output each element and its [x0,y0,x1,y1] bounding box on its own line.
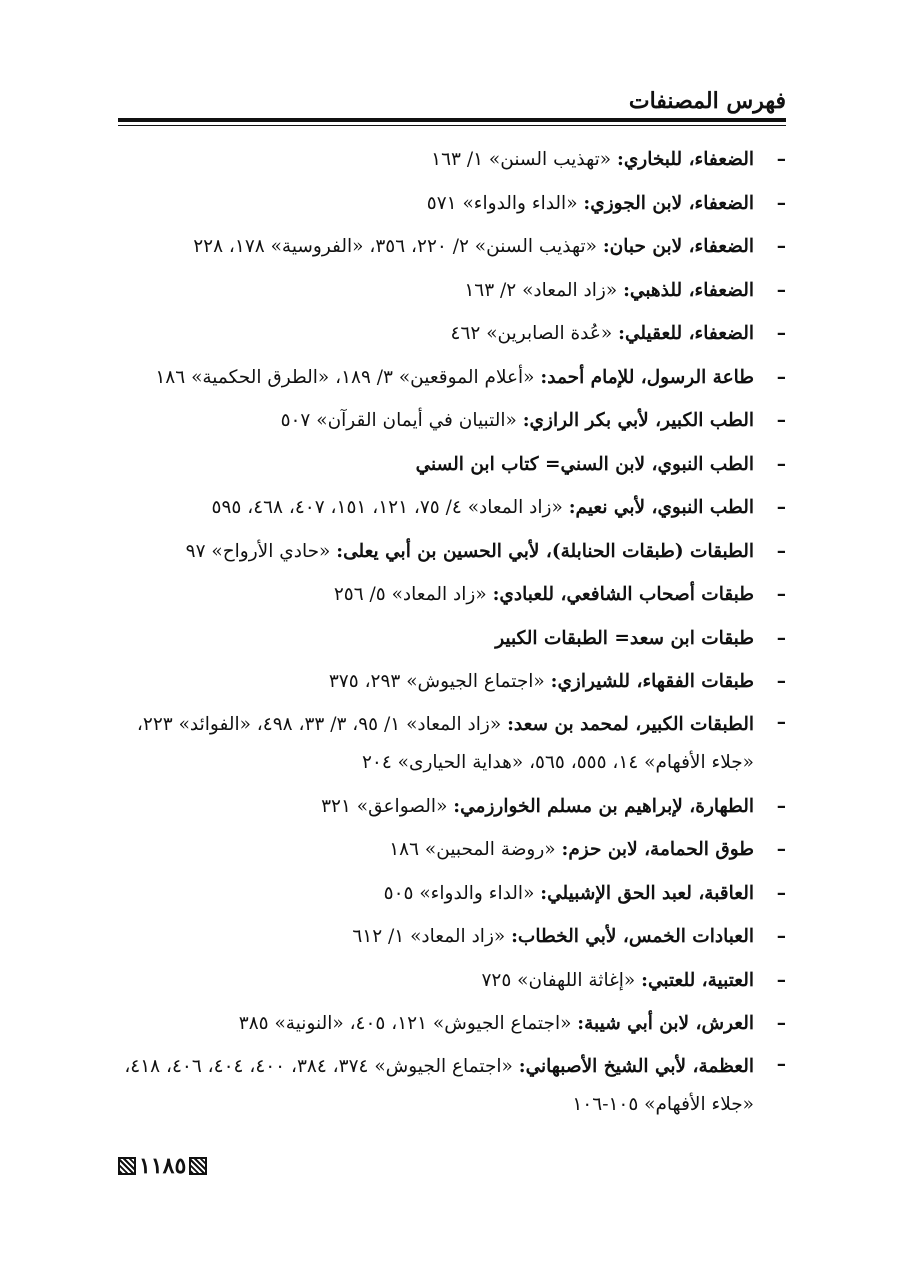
index-entry [118,225,786,269]
index-entry [118,138,786,182]
entry-title: الطب الكبير، لأبي بكر الرازي: [522,410,754,431]
entry-refs: «اجتماع الجيوش» ٢٩٣، ٣٧٥ [328,671,545,692]
index-entry [118,828,786,872]
entry-refs: «الداء والدواء» ٥٧١ [426,192,578,214]
index-entry [118,617,786,661]
index-entry [118,915,786,959]
page-number: ١١٨٥ [139,1153,187,1179]
entry-title: العظمة، لأبي الشيخ الأصبهاني: [518,1055,754,1077]
entry-refs: «تهذيب السنن» ٢/ ٢٢٠، ٣٥٦، «الفروسية» ١٧٨، ٢٢٨ [193,236,597,257]
index-entry [118,1046,786,1127]
index-entry [118,312,786,356]
entry-title: الطبقات الكبير، لمحمد بن سعد: [507,713,754,735]
entry-dash: – [776,627,786,649]
entry-title: الضعفاء، للعقيلي: [618,323,754,344]
entry-dash: – [776,795,786,817]
entry-refs: «زاد المعاد» ٥/ ٢٥٦ [333,584,487,605]
entry-dash: – [776,323,786,344]
entry-refs: «أعلام الموقعين» ٣/ ١٨٩، «الطرق الحكمية» ١٨٦ [155,366,535,388]
ornament-left-icon [118,1157,136,1175]
index-page [118,0,786,1272]
entry-refs: «زاد المعاد» ١/ ٦١٢ [352,926,506,947]
ornament-right-icon [189,1157,207,1175]
entry-title: العبادات الخمس، لأبي الخطاب: [511,926,754,947]
index-entry [118,573,786,617]
entry-dash: – [776,711,786,733]
entry-title: طبقات الفقهاء، للشيرازي: [550,671,754,692]
index-entry [118,530,786,574]
entry-refs: «زاد المعاد» ٤/ ٧٥، ١٢١، ١٥١، ٤٠٧، ٤٦٨، ٥٩٥ [211,497,563,518]
entry-dash: – [776,192,786,214]
entry-dash: – [776,236,786,257]
entry-refs: «حادي الأرواح» ٩٧ [185,540,331,562]
header-rule-thick [118,118,786,122]
entry-title: الطب النبوي، لأبي نعيم: [568,497,754,518]
index-entry [118,356,786,400]
entry-title: الطهارة، لإبراهيم بن مسلم الخوارزمي: [453,795,754,817]
entry-dash: – [776,366,786,388]
entry-dash: – [776,540,786,562]
entry-title: الضعفاء، للبخاري: [616,149,754,170]
entry-title: الضعفاء، للذهبي: [623,279,754,301]
entry-dash: – [776,671,786,692]
index-entry [118,1002,786,1046]
entry-refs: «روضة المحبين» ١٨٦ [389,839,556,860]
entry-title: الطب النبوي، لابن السني= كتاب ابن السني [415,453,754,475]
entry-title: العرش، لابن أبي شيبة: [577,1013,754,1034]
entry-title: العاقبة، لعبد الحق الإشبيلي: [540,882,754,904]
index-entry [118,660,786,704]
entry-title: طبقات ابن سعد= الطبقات الكبير [495,627,754,649]
index-entry [118,182,786,226]
entry-dash: – [776,584,786,605]
entry-dash: – [776,839,786,860]
header-rule-thin [118,125,786,126]
entry-dash: – [776,149,786,170]
entry-dash: – [776,453,786,475]
entry-dash: – [776,1013,786,1034]
entry-dash: – [776,882,786,904]
entry-dash: – [776,279,786,301]
entry-dash: – [776,410,786,431]
entry-refs: «زاد المعاد» ٢/ ١٦٣ [464,279,618,301]
index-entry [118,486,786,530]
index-entry [118,704,786,785]
entry-refs: «اجتماع الجيوش» ١٢١، ٤٠٥، «النونية» ٣٨٥ [238,1013,572,1034]
entry-dash: – [776,969,786,991]
entry-title: طاعة الرسول، للإمام أحمد: [540,366,754,388]
page-footer [118,1152,207,1180]
index-entry [118,399,786,443]
entry-title: طبقات أصحاب الشافعي، للعبادي: [492,584,754,605]
index-entry [118,959,786,1003]
entry-title: الضعفاء، لابن الجوزي: [583,192,754,214]
entry-refs: «إغاثة اللهفان» ٧٢٥ [481,969,636,991]
entry-refs: «تهذيب السنن» ١/ ١٦٣ [431,149,612,170]
entry-refs: «عُدة الصابرين» ٤٦٢ [450,323,613,344]
entry-title: الطبقات (طبقات الحنابلة)، لأبي الحسين بن أبي يعلى: [336,540,754,562]
entry-title: العتبية، للعتبي: [641,969,754,991]
entry-dash: – [776,497,786,518]
page-header-title: فهرس المصنفات [628,88,786,114]
entry-dash: – [776,1053,786,1075]
entry-title: الضعفاء، لابن حبان: [602,236,754,257]
entry-title: طوق الحمامة، لابن حزم: [561,839,754,860]
entry-dash: – [776,926,786,947]
entry-refs: «اجتماع الجيوش» ٣٧٤، ٣٨٤، ٤٠٠، ٤٠٤، ٤٠٦، ٤١٨، «جلاء الأفهام» ١٠٥-١٠٦ [124,1055,754,1115]
entry-refs: «زاد المعاد» ١/ ٩٥، ٣/ ٣٣، ٤٩٨، «الفوائد» ٢٢٣، «جلاء الأفهام» ١٤، ٥٥٥، ٥٦٥، «هداية الحيارى» ٢٠٤ [136,713,754,773]
index-entry [118,443,786,487]
index-entry [118,785,786,829]
entry-refs: «الداء والدواء» ٥٠٥ [383,882,535,904]
index-entry [118,872,786,916]
index-entries-list [118,138,786,1127]
entry-refs: «التبيان في أيمان القرآن» ٥٠٧ [280,410,517,431]
entry-refs: «الصواعق» ٣٢١ [321,795,448,817]
index-entry [118,269,786,313]
